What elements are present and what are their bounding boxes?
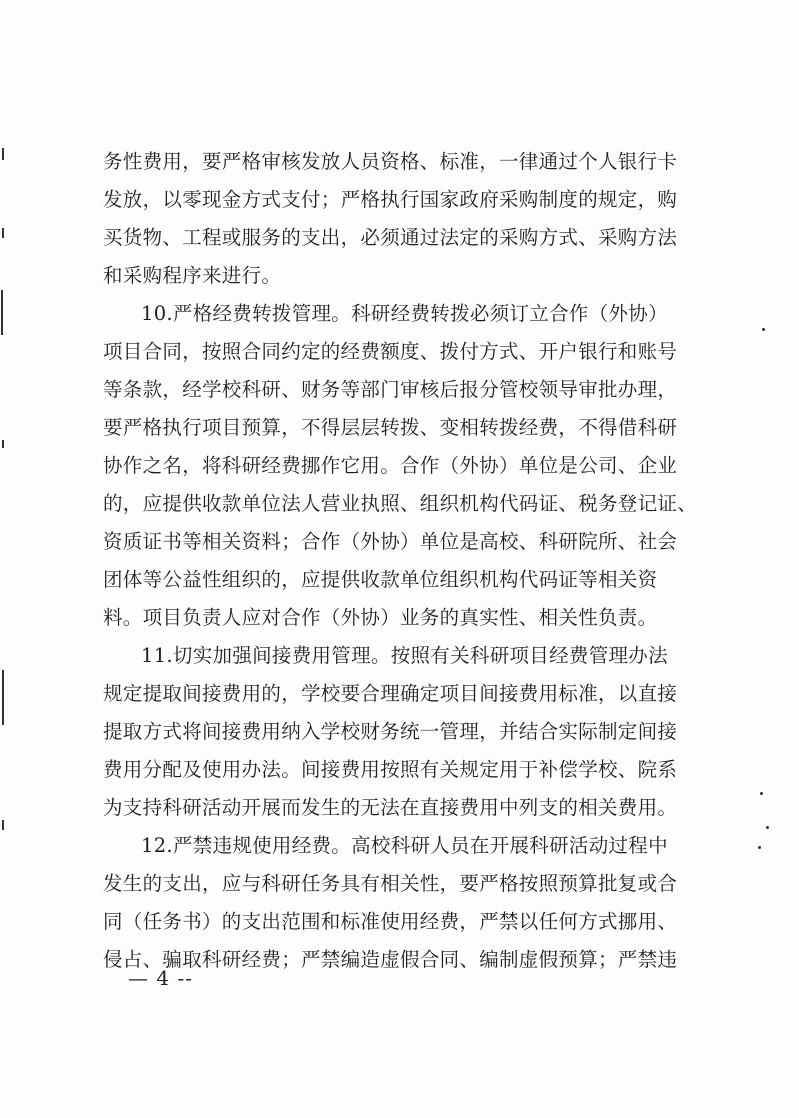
scan-artifact-mark xyxy=(2,440,4,448)
text-line: 侵占、骗取科研经费；严禁编造虚假合同、编制虚假预算；严禁违 xyxy=(103,948,678,971)
scan-artifact-mark xyxy=(2,820,4,830)
text-line: 项目合同，按照合同约定的经费额度、拨付方式、开户银行和账号 xyxy=(103,340,678,363)
text-line: 费用分配及使用办法。间接费用按照有关规定用于补偿学校、院系 xyxy=(103,758,678,781)
text-line: 同（任务书）的支出范围和标准使用经费，严禁以任何方式挪用、 xyxy=(103,910,678,933)
scan-artifact-mark xyxy=(2,148,4,160)
text-line: 的，应提供收款单位法人营业执照、组织机构代码证、税务登记证、 xyxy=(103,492,698,515)
text-line: 务性费用，要严格审核发放人员资格、标准，一律通过个人银行卡 xyxy=(103,150,678,173)
scan-artifact-mark xyxy=(2,670,4,725)
text-line: 协作之名，将科研经费挪作它用。合作（外协）单位是公司、企业 xyxy=(103,454,678,477)
text-line: 为支持科研活动开展而发生的无法在直接费用中列支的相关费用。 xyxy=(103,796,678,819)
scan-artifact-dot xyxy=(766,826,769,829)
text-line: 规定提取间接费用的，学校要合理确定项目间接费用标准，以直接 xyxy=(103,682,678,705)
text-line: 发生的支出，应与科研任务具有相关性，要严格按照预算批复或合 xyxy=(103,872,678,895)
paragraph-11-start: 11.切实加强间接费用管理。按照有关科研项目经费管理办法 xyxy=(141,644,668,667)
text-line: 发放，以零现金方式支付；严格执行国家政府采购制度的规定，购 xyxy=(103,188,678,211)
text-line: 等条款，经学校科研、财务等部门审核后报分管校领导审批办理， xyxy=(103,378,678,401)
scan-artifact-mark xyxy=(2,228,4,238)
text-line: 提取方式将间接费用纳入学校财务统一管理，并结合实际制定间接 xyxy=(103,720,678,743)
scan-artifact-dot xyxy=(762,328,765,331)
text-line: 团体等公益性组织的，应提供收款单位组织机构代码证等相关资 xyxy=(103,568,658,591)
paragraph-10-start: 10.严格经费转拨管理。科研经费转拨必须订立合作（外协） xyxy=(141,302,668,325)
text-line: 和采购程序来进行。 xyxy=(103,264,282,287)
scan-artifact-mark xyxy=(1,290,3,335)
page-number: — 4 -- xyxy=(128,966,193,990)
scan-artifact-dot xyxy=(758,846,761,849)
text-line: 要严格执行项目预算，不得层层转拨、变相转拨经费，不得借科研 xyxy=(103,416,678,439)
body-text xyxy=(103,143,703,979)
text-line: 料。项目负责人应对合作（外协）业务的真实性、相关性负责。 xyxy=(103,606,658,629)
text-line: 买货物、工程或服务的支出，必须通过法定的采购方式、采购方法 xyxy=(103,226,678,249)
paragraph-12-start: 12.严禁违规使用经费。高校科研人员在开展科研活动过程中 xyxy=(141,834,668,857)
text-line: 资质证书等相关资料；合作（外协）单位是高校、科研院所、社会 xyxy=(103,530,678,553)
scan-artifact-dot xyxy=(760,792,763,795)
